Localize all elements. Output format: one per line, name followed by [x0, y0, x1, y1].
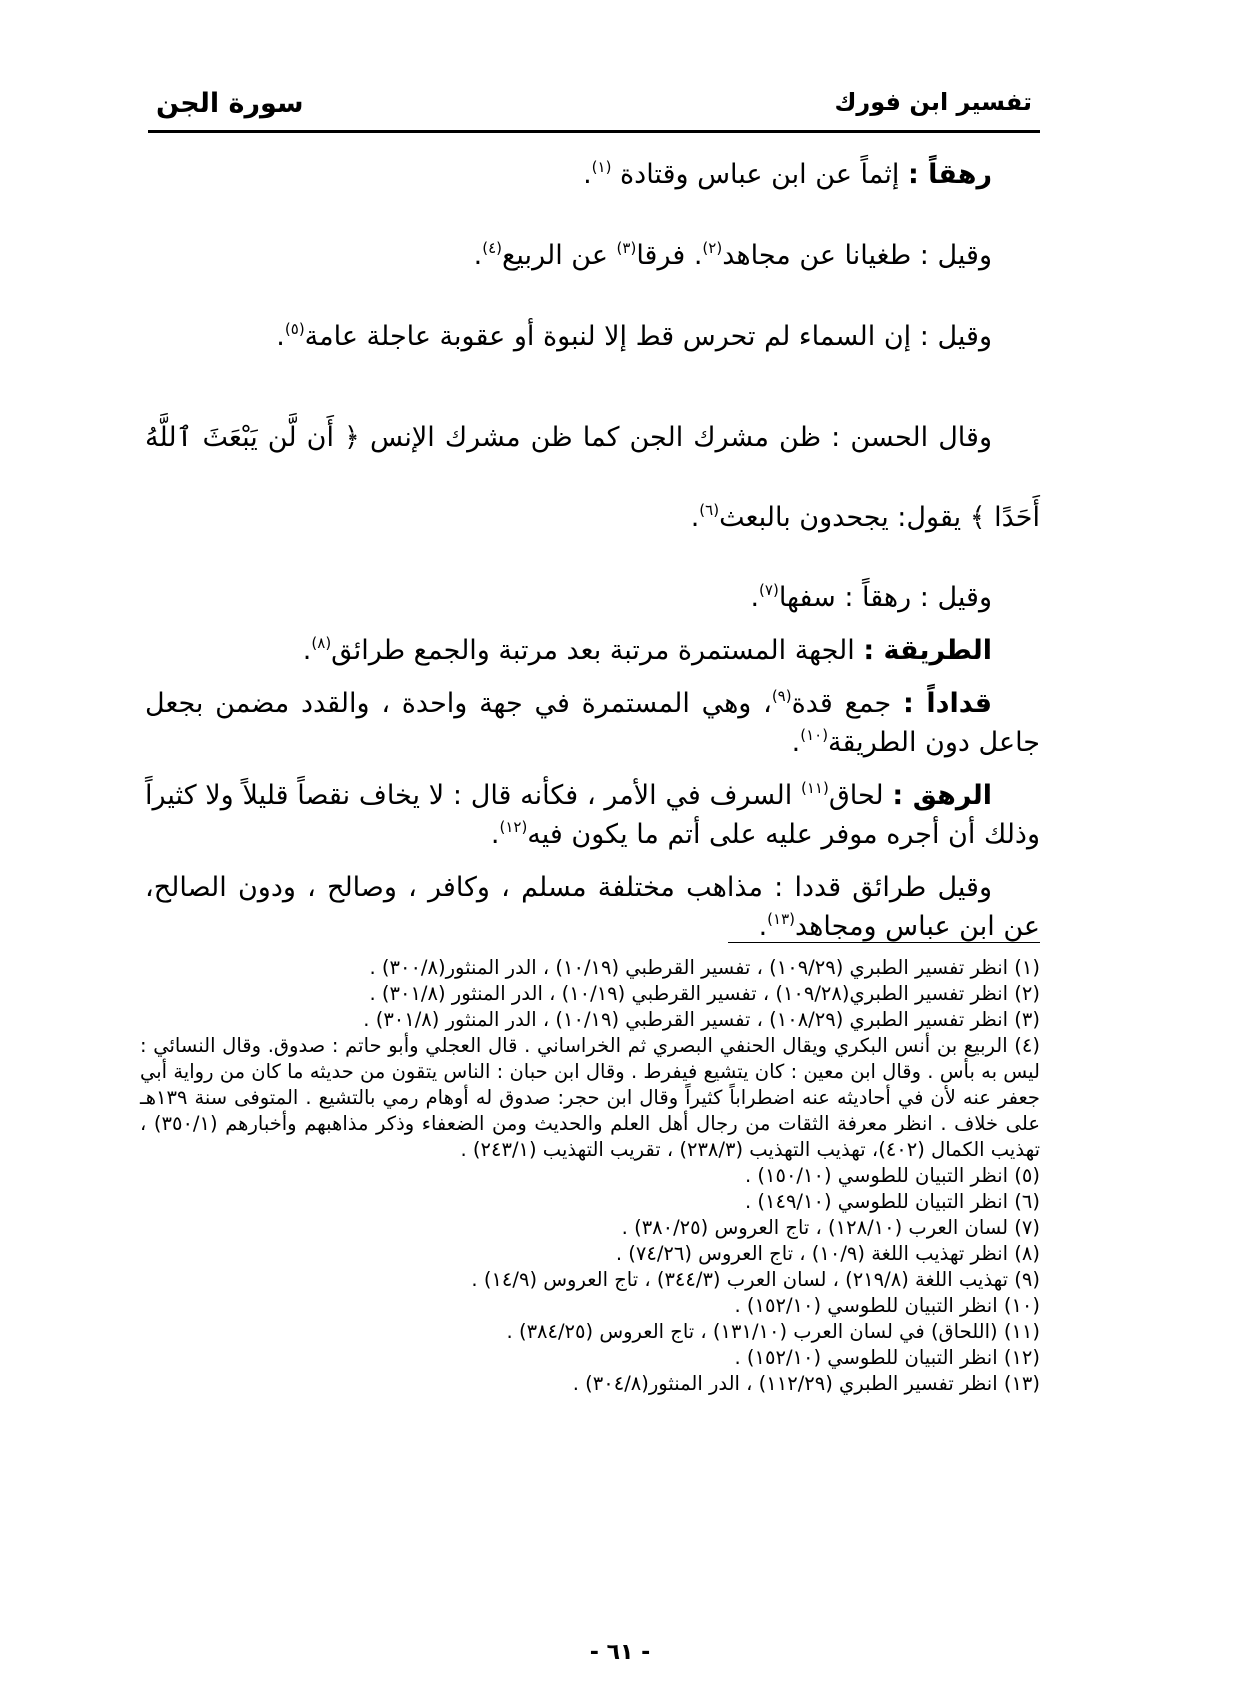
quran-quote: أَن لَّن يَبْعَثَ ٱللَّهُ أَحَدًا	[145, 422, 1040, 533]
paragraph-text: السرف في الأمر ، فكأنه قال : لا يخاف نقصاً قليلاً ولا كثيراً وذلك أن أجره موفر عليه على أتم ما يكون فيه	[145, 780, 1040, 850]
footnote-ref[interactable]: (١٠)	[800, 726, 829, 744]
paragraph-text: الجهة المستمرة مرتبة بعد مرتبة والجمع طرائق	[331, 635, 864, 666]
footnote-item: (١٢) انظر التبيان للطوسي (١٥٢/١٠) .	[734, 1346, 1040, 1369]
paragraph-sama	[145, 317, 1040, 356]
punctuation: .	[750, 582, 760, 613]
footnote-item: (١) انظر تفسير الطبري (١٠٩/٢٩) ، تفسير القرطبي (١٠/١٩) ، الدر المنثور(٣٠٠/٨) .	[369, 956, 1040, 979]
paragraph-text: وقيل : طغيانا عن مجاهد	[722, 240, 992, 271]
footnote-item: (١٣) انظر تفسير الطبري (١١٢/٢٩) ، الدر المنثور(٣٠٤/٨) .	[572, 1372, 1040, 1395]
punctuation: .	[473, 240, 483, 271]
paragraph-text: وقيل : إن السماء لم تحرس قط إلا لنبوة أو عقوبة عاجلة عامة	[304, 321, 992, 352]
running-header	[148, 82, 1040, 133]
term: قداداً :	[903, 688, 993, 719]
paragraph-text: وقال الحسن : ظن مشرك الجن كما ظن مشرك الإنس ﴿	[333, 422, 992, 453]
term: رهقاً :	[907, 159, 992, 190]
punctuation: .	[583, 159, 592, 190]
paragraph-text: ﴾ يقول: يجحدون بالبعث	[719, 502, 995, 533]
paragraph-text: ، وهي المستمرة في جهة واحدة ، والقدد مضمن بجعل جاعل دون الطريقة	[145, 688, 1040, 758]
footnote-ref[interactable]: (٣)	[616, 239, 637, 257]
surah-title: سورة الجن	[156, 88, 304, 119]
paragraph-text: عن الربيع	[502, 240, 617, 271]
footnote-item: (٣) انظر تفسير الطبري (١٠٨/٢٩) ، تفسير القرطبي (١٠/١٩) ، الدر المنثور (٣٠١/٨) .	[363, 1008, 1040, 1031]
paragraph-rahaqan	[145, 155, 1040, 194]
punctuation: .	[758, 911, 768, 942]
term: الطريقة :	[863, 635, 992, 666]
page-number: - ٦١ -	[589, 1640, 651, 1665]
punctuation: .	[791, 727, 801, 758]
paragraph-text: وقيل طرائق قددا : مذاهب مختلفة مسلم ، وكافر ، وصالح ، ودون الصالح، عن ابن عباس ومجاهد	[145, 872, 1040, 942]
paragraph-text: . فرقا	[636, 240, 703, 271]
footnote-item: (٧) لسان العرب (١٢٨/١٠) ، تاج العروس (٣٨٠/٢٥) .	[621, 1216, 1040, 1239]
paragraph-rahaq	[145, 776, 1040, 854]
paragraph-text: جمع قدة	[791, 688, 903, 719]
footnotes-list	[140, 955, 1040, 1397]
footnote-ref[interactable]: (١)	[591, 158, 612, 176]
book-title: تفسير ابن فورك	[834, 88, 1032, 116]
footnote-ref[interactable]: (٦)	[699, 501, 720, 519]
punctuation: .	[490, 819, 500, 850]
punctuation: .	[302, 635, 312, 666]
term: الرهق :	[892, 780, 993, 811]
footnote-ref[interactable]: (٨)	[311, 634, 332, 652]
footnote-item: (٥) انظر التبيان للطوسي (١٥٠/١٠) .	[744, 1164, 1040, 1187]
footnote-ref[interactable]: (٩)	[771, 687, 792, 705]
footnote-item: (٩) تهذيب اللغة (٢١٩/٨) ، لسان العرب (٣٤٤/٣) ، تاج العروس (١٤/٩) .	[471, 1268, 1040, 1291]
footnote-item: (٦) انظر التبيان للطوسي (١٤٩/١٠) .	[744, 1190, 1040, 1213]
paragraph-text: لحاق	[828, 780, 893, 811]
footnote-ref[interactable]: (٤)	[482, 239, 503, 257]
paragraph-tariqa	[145, 631, 1040, 670]
footnote-ref[interactable]: (٥)	[284, 320, 305, 338]
footnote-item: (٢) انظر تفسير الطبري(١٠٩/٢٨) ، تفسير القرطبي (١٠/١٩) ، الدر المنثور (٣٠١/٨) .	[369, 982, 1040, 1005]
footnote-item: (١٠) انظر التبيان للطوسي (١٥٢/١٠) .	[734, 1294, 1040, 1317]
paragraph-qidad	[145, 684, 1040, 762]
footnote-item: (٨) انظر تهذيب اللغة (١٠/٩) ، تاج العروس (٧٤/٢٦) .	[615, 1242, 1040, 1265]
paragraph-taraiq	[145, 868, 1040, 946]
paragraph-hasan	[145, 398, 1040, 558]
paragraph-tughyan	[145, 236, 1040, 275]
footnote-ref[interactable]: (١٣)	[767, 910, 795, 928]
footnote-ref[interactable]: (٢)	[702, 239, 723, 257]
footnote-separator	[728, 942, 1040, 943]
footnote-item: (٤) الربيع بن أنس البكري ويقال الحنفي البصري ثم الخراساني . قال العجلي وأبو حاتم : صدوق. وقال النسائي : ليس به بأس . وقال ابن معين : كان يتشيع فيفرط . وقال ابن حبان : الناس يتقون من حديثه ما كان من رواية أبي جعفر عنه لأن في أحاديثه عنه اضطراباً كثيراً وقال ابن حجر: صدوق له أوهام رمي بالتشيع . المتوفى سنة ١٣٩هـ على خلاف . انظر معرفة الثقات من رجال أهل العلم والحديث ومن الضعفاء وذكر مذاهبهم وأخبارهم (٣٥٠/١) ، تهذيب الكمال (٤٠٢)، تهذيب التهذيب (٢٣٨/٣) ، تقريب التهذيب (٢٤٣/١) .	[140, 1034, 1040, 1161]
footnote-ref[interactable]: (٧)	[759, 581, 779, 599]
footnote-item: (١١) (اللحاق) في لسان العرب (١٣١/١٠) ، تاج العروس (٣٨٤/٢٥) .	[506, 1320, 1040, 1343]
footnote-ref[interactable]: (١٢)	[499, 818, 528, 836]
paragraph-text: وقيل : رهقاً : سفها	[778, 582, 992, 613]
footnote-ref[interactable]: (١١)	[800, 779, 829, 797]
main-text	[145, 155, 1040, 946]
paragraph-text: إثماً عن ابن عباس وقتادة	[611, 159, 908, 190]
paragraph-safah	[145, 578, 1040, 617]
punctuation: .	[690, 502, 700, 533]
punctuation: .	[276, 321, 285, 352]
